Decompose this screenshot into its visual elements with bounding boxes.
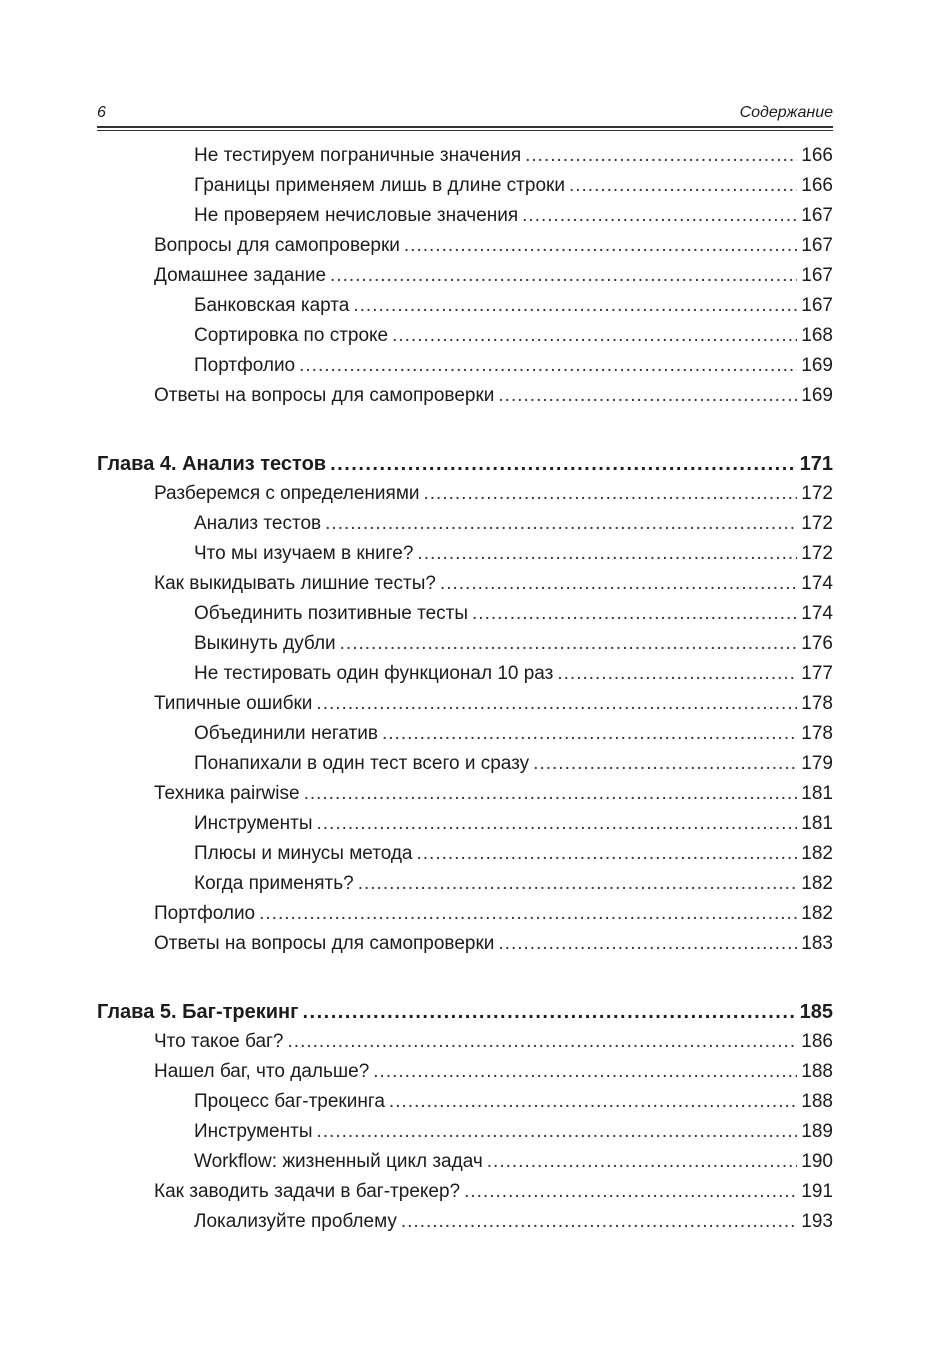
toc-entry[interactable] (97, 1181, 833, 1211)
toc-entry-page: 168 (801, 325, 833, 346)
toc-entry-label: Как заводить задачи в баг-трекер? (154, 1181, 461, 1202)
toc-entry[interactable] (97, 1091, 833, 1121)
toc-entry-page: 176 (801, 633, 833, 654)
leader-dots (498, 933, 797, 955)
toc-entry-page: 177 (801, 663, 833, 684)
chapter-title: Глава 4. Анализ тестов (97, 453, 327, 475)
chapter-title: Глава 5. Баг-трекинг (97, 1001, 299, 1023)
toc-entry-page: 167 (801, 295, 833, 316)
toc-entry-label: Не тестируем пограничные значения (194, 145, 522, 166)
toc-entry-page: 191 (801, 1181, 833, 1202)
leader-dots (340, 633, 798, 655)
toc-entry-page: 183 (801, 933, 833, 954)
toc-entry[interactable] (97, 813, 833, 843)
toc-entry[interactable] (97, 513, 833, 543)
toc-entry-label: Типичные ошибки (154, 693, 313, 714)
leader-dots (522, 205, 797, 227)
leader-dots (259, 903, 797, 925)
leader-dots (389, 1091, 797, 1113)
toc-entry-label: Банковская карта (194, 295, 350, 316)
page-header (97, 104, 833, 126)
leader-dots (330, 453, 796, 476)
toc-entry-label: Домашнее задание (154, 265, 327, 286)
toc-entry[interactable] (97, 783, 833, 813)
leader-dots (304, 783, 798, 805)
toc-entry[interactable] (97, 325, 833, 355)
toc-entry-label: Нашел баг, что дальше? (154, 1061, 370, 1082)
toc-entry[interactable] (97, 873, 833, 903)
toc-entry-page: 186 (801, 1031, 833, 1052)
leader-dots (464, 1181, 797, 1203)
leader-dots (498, 385, 797, 407)
toc-entry[interactable] (97, 1031, 833, 1061)
toc-entry[interactable] (97, 145, 833, 175)
toc-entry-label: Объединить позитивные тесты (194, 603, 469, 624)
toc-entry-label: Ответы на вопросы для самопроверки (154, 385, 495, 406)
toc-entry-page: 189 (801, 1121, 833, 1142)
toc-entry-label: Как выкидывать лишние тесты? (154, 573, 436, 594)
leader-dots (417, 543, 797, 565)
leader-dots (440, 573, 797, 595)
toc-entry-page: 172 (801, 543, 833, 564)
toc-entry[interactable] (97, 235, 833, 265)
leader-dots (288, 1031, 798, 1053)
toc-entry-page: 182 (801, 873, 833, 894)
toc-entry[interactable] (97, 843, 833, 873)
toc-entry-page: 169 (801, 385, 833, 406)
toc-entry[interactable] (97, 1151, 833, 1181)
toc-entry-label: Понапихали в один тест всего и сразу (194, 753, 530, 774)
toc-entry-label: Инструменты (194, 813, 313, 834)
spacer (97, 963, 833, 1001)
toc-entry-label: Портфолио (154, 903, 256, 924)
toc-entry[interactable] (97, 1121, 833, 1151)
leader-dots (533, 753, 797, 775)
toc-entry-page: 167 (801, 265, 833, 286)
toc-entry[interactable] (97, 175, 833, 205)
header-rule (97, 126, 833, 128)
toc-entry-page: 182 (801, 903, 833, 924)
toc-entry-label: Вопросы для самопроверки (154, 235, 400, 256)
toc-entry[interactable] (97, 295, 833, 325)
toc-block-3 (97, 1031, 833, 1241)
toc-entry-label: Когда применять? (194, 873, 354, 894)
toc-chapter-5[interactable] (97, 1001, 833, 1031)
leader-dots (358, 873, 798, 895)
toc-entry-label: Локализуйте проблему (194, 1211, 397, 1232)
table-of-contents (97, 145, 833, 1241)
toc-entry-page: 182 (801, 843, 833, 864)
toc-entry[interactable] (97, 1211, 833, 1241)
toc-entry-label: Разберемся с определениями (154, 483, 420, 504)
toc-entry-page: 179 (801, 753, 833, 774)
toc-entry[interactable] (97, 663, 833, 693)
toc-entry-page: 188 (801, 1061, 833, 1082)
toc-entry-label: Портфолио (194, 355, 296, 376)
toc-entry[interactable] (97, 933, 833, 963)
leader-dots (525, 145, 797, 167)
toc-entry[interactable] (97, 903, 833, 933)
leader-dots (569, 175, 797, 197)
leader-dots (401, 1211, 797, 1233)
leader-dots (557, 663, 797, 685)
leader-dots (316, 693, 797, 715)
toc-block-1 (97, 145, 833, 415)
toc-entry-label: Границы применяем лишь в длине строки (194, 175, 565, 196)
leader-dots (316, 813, 797, 835)
chapter-page: 185 (799, 1001, 833, 1023)
toc-entry[interactable] (97, 723, 833, 753)
leader-dots (382, 723, 797, 745)
toc-entry-label: Сортировка по строке (194, 325, 389, 346)
toc-entry-page: 167 (801, 205, 833, 226)
toc-entry[interactable] (97, 693, 833, 723)
leader-dots (487, 1151, 798, 1173)
leader-dots (424, 483, 798, 505)
chapter-page: 171 (799, 453, 833, 475)
toc-entry-label: Объединили негатив (194, 723, 378, 744)
toc-entry-page: 181 (801, 783, 833, 804)
toc-entry-page: 167 (801, 235, 833, 256)
toc-entry[interactable] (97, 753, 833, 783)
leader-dots (325, 513, 797, 535)
toc-entry-label: Плюсы и минусы метода (194, 843, 413, 864)
toc-entry-page: 166 (801, 175, 833, 196)
toc-entry-label: Workflow: жизненный цикл задач (194, 1151, 483, 1172)
toc-entry[interactable] (97, 385, 833, 415)
toc-entry[interactable] (97, 205, 833, 235)
toc-entry[interactable] (97, 355, 833, 385)
toc-entry-page: 178 (801, 693, 833, 714)
header-rule-thin (97, 130, 833, 131)
toc-entry-label: Анализ тестов (194, 513, 322, 534)
toc-entry-label: Процесс баг-трекинга (194, 1091, 385, 1112)
leader-dots (472, 603, 797, 625)
leader-dots (373, 1061, 797, 1083)
leader-dots (392, 325, 797, 347)
toc-entry-page: 166 (801, 145, 833, 166)
spacer (97, 415, 833, 453)
toc-entry-page: 169 (801, 355, 833, 376)
toc-entry[interactable] (97, 1061, 833, 1091)
leader-dots (330, 265, 797, 287)
toc-entry-page: 174 (801, 603, 833, 624)
toc-entry[interactable] (97, 633, 833, 663)
toc-entry-page: 172 (801, 483, 833, 504)
toc-entry-label: Ответы на вопросы для самопроверки (154, 933, 495, 954)
toc-entry-page: 188 (801, 1091, 833, 1112)
leader-dots (302, 1001, 795, 1024)
toc-entry[interactable] (97, 265, 833, 295)
leader-dots (299, 355, 797, 377)
toc-entry[interactable] (97, 603, 833, 633)
toc-entry[interactable] (97, 543, 833, 573)
leader-dots (353, 295, 797, 317)
toc-entry-page: 193 (801, 1211, 833, 1232)
toc-entry-label: Что такое баг? (154, 1031, 284, 1052)
toc-entry-label: Инструменты (194, 1121, 313, 1142)
leader-dots (316, 1121, 797, 1143)
toc-entry[interactable] (97, 483, 833, 513)
toc-entry-page: 174 (801, 573, 833, 594)
toc-entry-label: Что мы изучаем в книге? (194, 543, 414, 564)
toc-chapter-4[interactable] (97, 453, 833, 483)
toc-block-2 (97, 483, 833, 963)
toc-entry-page: 190 (801, 1151, 833, 1172)
toc-entry-label: Техника pairwise (154, 783, 300, 804)
running-title: Содержание (739, 104, 833, 121)
leader-dots (404, 235, 797, 257)
toc-entry-page: 178 (801, 723, 833, 744)
toc-entry-page: 172 (801, 513, 833, 534)
toc-entry[interactable] (97, 573, 833, 603)
toc-entry-page: 181 (801, 813, 833, 834)
page-number: 6 (97, 104, 106, 121)
toc-entry-label: Не тестировать один функционал 10 раз (194, 663, 554, 684)
leader-dots (417, 843, 798, 865)
toc-entry-label: Выкинуть дубли (194, 633, 336, 654)
toc-entry-label: Не проверяем нечисловые значения (194, 205, 519, 226)
